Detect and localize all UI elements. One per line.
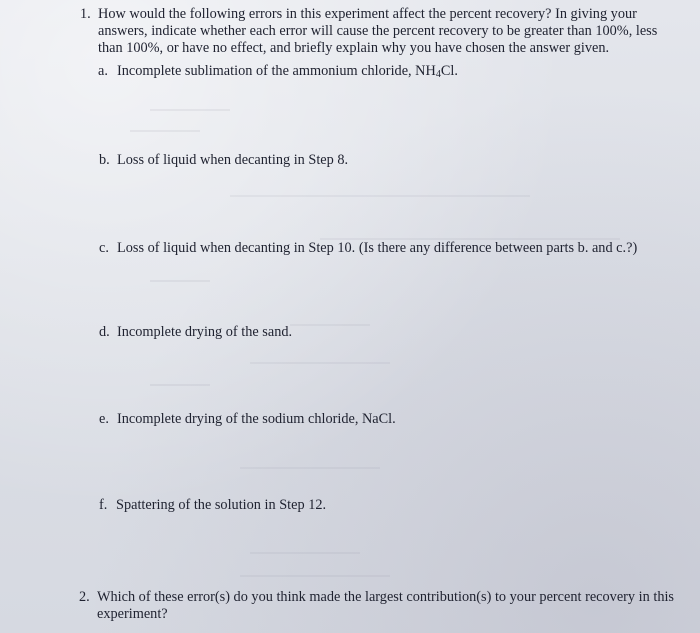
- bleed-through-mark: [240, 563, 390, 577]
- bleed-through-mark: [250, 350, 390, 364]
- bleed-through-mark: [230, 183, 530, 197]
- part-a-text: Incomplete sublimation of the ammonium chloride, $NH_4Cl$.: [117, 63, 458, 80]
- part-c-text: Loss of liquid when decanting in Step 10. (Is there any difference between parts b. and c.?): [117, 240, 638, 256]
- bleed-through-mark: [150, 95, 230, 111]
- bleed-through-mark: [250, 540, 360, 554]
- part-e-letter: e.: [99, 411, 109, 427]
- part-f-letter: f.: [99, 497, 108, 513]
- bleed-through-mark: [150, 372, 210, 386]
- question-2-number: 2.: [79, 589, 90, 605]
- part-f-text: Spattering of the solution in Step 12.: [116, 497, 327, 513]
- part-d-text: Incomplete drying of the sand.: [117, 324, 293, 340]
- bleed-through-mark: [130, 116, 200, 132]
- question-1-number: 1.: [80, 6, 91, 22]
- part-b-text: Loss of liquid when decanting in Step 8.: [117, 152, 349, 168]
- bleed-through-mark: [150, 268, 210, 282]
- part-d-letter: d.: [99, 324, 110, 340]
- bleed-through-mark: [240, 455, 380, 469]
- bleed-through-mark: [290, 312, 370, 326]
- part-a-letter: a.: [98, 63, 108, 79]
- question-2-text: Which of these error(s) do you think made the largest contribution(s) to your percent recovery in this experiment?: [97, 589, 674, 622]
- bleed-through-mark: [320, 226, 620, 240]
- part-b-letter: b.: [99, 152, 110, 168]
- question-1-text: How would the following errors in this experiment affect the percent recovery? In giving your answers, indicate whether each error will cause the percent recovery to be greater than 100%, less than 100%, or have no effect, and briefly explain why you have chosen the answer given.: [98, 6, 658, 56]
- part-c-letter: c.: [99, 240, 109, 256]
- part-e-text: Incomplete drying of the sodium chloride, NaCl.: [117, 411, 396, 427]
